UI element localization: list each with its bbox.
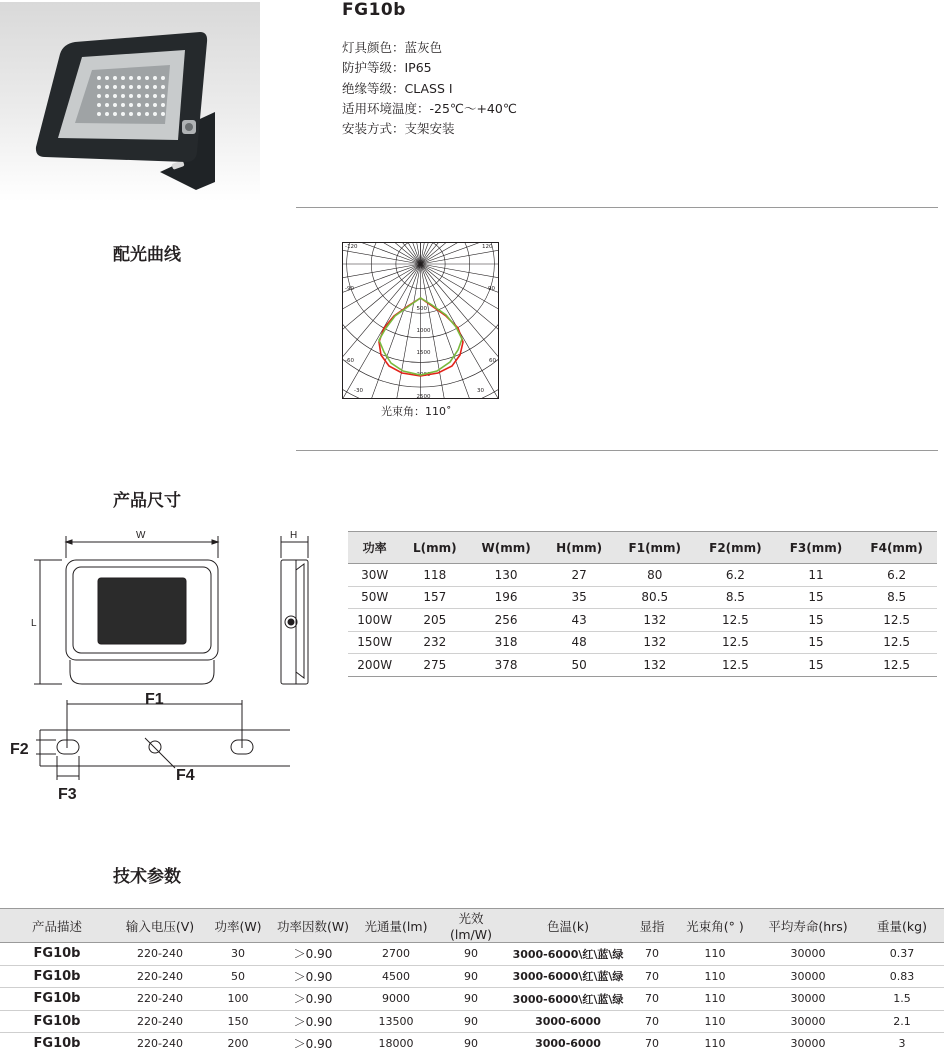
column-header: L(mm) (401, 532, 468, 564)
table-cell: 43 (544, 609, 615, 632)
polar-angle-label: 60 (489, 358, 496, 364)
dimension-drawing-svg (0, 518, 340, 808)
polar-chart-svg (342, 242, 499, 399)
table-cell: 90 (436, 988, 506, 1011)
dimension-table (348, 531, 937, 677)
column-header: 重量(kg) (860, 909, 944, 943)
polar-radial-label: 2500 (416, 394, 431, 399)
table-cell: 132 (614, 631, 695, 654)
table-cell: 30000 (756, 1033, 860, 1054)
column-header: F3(mm) (776, 532, 857, 564)
table-cell: 132 (614, 654, 695, 677)
column-header: 光效 (lm/W) (436, 909, 506, 943)
table-cell: 130 (468, 564, 544, 587)
table-cell: 15 (776, 631, 857, 654)
table-row (0, 988, 944, 1011)
label-f2: F2 (10, 741, 29, 758)
column-header: 功率因数(W) (270, 909, 356, 943)
table-cell: 2.1 (860, 1010, 944, 1033)
table-cell: 12.5 (695, 654, 776, 677)
table-cell: ＞0.90 (270, 1033, 356, 1054)
table-cell: 0.83 (860, 965, 944, 988)
table-cell: 220-240 (114, 1010, 206, 1033)
dimensions-heading: 产品尺寸 (113, 491, 181, 511)
table-cell: 150W (348, 631, 401, 654)
table-cell: 50 (206, 965, 270, 988)
table-cell: 3000-6000\红\蓝\绿 (506, 988, 630, 1011)
table-cell: 8.5 (695, 586, 776, 609)
column-header: H(mm) (544, 532, 615, 564)
polar-angle-label: -90 (345, 286, 354, 292)
polar-spoke (421, 264, 489, 399)
polar-spoke (352, 242, 420, 264)
divider (296, 450, 938, 451)
table-cell: 0.37 (860, 943, 944, 966)
table-cell: 15 (776, 654, 857, 677)
table-cell: 9000 (356, 988, 436, 1011)
tech-table-header (0, 909, 944, 943)
column-header: W(mm) (468, 532, 544, 564)
column-header: 色温(k) (506, 909, 630, 943)
polar-angle-label: -30 (354, 388, 363, 394)
table-cell: 27 (544, 564, 615, 587)
table-cell: 3000-6000 (506, 1010, 630, 1033)
spec-ip-rating: 防护等级：IP65 (342, 60, 432, 76)
table-cell: 18000 (356, 1033, 436, 1054)
table-cell: 220-240 (114, 988, 206, 1011)
table-cell: 50W (348, 586, 401, 609)
column-header: 输入电压(V) (114, 909, 206, 943)
label-w: W (136, 530, 146, 541)
tech-params-table (0, 908, 944, 1054)
label-h: H (290, 530, 298, 541)
table-cell: 30000 (756, 943, 860, 966)
table-cell: 70 (630, 943, 674, 966)
table-cell: 220-240 (114, 965, 206, 988)
table-row (348, 609, 937, 632)
column-header: 功率 (348, 532, 401, 564)
column-header: 产品描述 (0, 909, 114, 943)
table-cell: 3000-6000 (506, 1033, 630, 1054)
label-f4: F4 (176, 767, 195, 784)
table-row (348, 631, 937, 654)
table-cell: 12.5 (856, 654, 937, 677)
label-f3: F3 (58, 786, 77, 803)
table-row (0, 1033, 944, 1054)
table-cell: FG10b (0, 1033, 114, 1054)
table-cell: 11 (776, 564, 857, 587)
polar-radial-label: 1000 (416, 328, 431, 334)
table-cell: 118 (401, 564, 468, 587)
spec-list (342, 38, 517, 139)
table-cell: 30 (206, 943, 270, 966)
table-cell: 205 (401, 609, 468, 632)
light-curve-heading: 配光曲线 (113, 245, 181, 265)
table-cell: 100 (206, 988, 270, 1011)
table-cell: 48 (544, 631, 615, 654)
table-cell: ＞0.90 (270, 943, 356, 966)
beam-angle-caption: 光束角：110˚ (381, 405, 452, 418)
table-cell: 70 (630, 988, 674, 1011)
table-cell: 256 (468, 609, 544, 632)
table-cell: 13500 (356, 1010, 436, 1033)
model-title: FG10b (342, 0, 406, 20)
column-header: 功率(W) (206, 909, 270, 943)
table-cell: 110 (674, 965, 756, 988)
polar-angle-label: 30 (477, 388, 484, 394)
polar-spoke (352, 264, 420, 399)
dimension-drawing (0, 518, 340, 808)
product-photo (0, 2, 260, 202)
table-cell: 30000 (756, 988, 860, 1011)
table-cell: 12.5 (695, 631, 776, 654)
table-cell: FG10b (0, 988, 114, 1011)
table-cell: 15 (776, 609, 857, 632)
table-cell: 30W (348, 564, 401, 587)
dimension-table-header (348, 532, 937, 564)
table-cell: ＞0.90 (270, 988, 356, 1011)
table-cell: 12.5 (856, 631, 937, 654)
table-cell: 220-240 (114, 1033, 206, 1054)
table-cell: 35 (544, 586, 615, 609)
table-cell: 90 (436, 965, 506, 988)
table-row (348, 586, 937, 609)
divider (296, 207, 938, 208)
table-cell: 132 (614, 609, 695, 632)
table-cell: 70 (630, 965, 674, 988)
column-header: F4(mm) (856, 532, 937, 564)
table-cell: 4500 (356, 965, 436, 988)
polar-spoke (342, 264, 421, 364)
table-cell: 220-240 (114, 943, 206, 966)
table-cell: 12.5 (695, 609, 776, 632)
table-cell: 15 (776, 586, 857, 609)
table-cell: 6.2 (695, 564, 776, 587)
table-cell: 3 (860, 1033, 944, 1054)
table-cell: FG10b (0, 1010, 114, 1033)
polar-angle-label: -120 (345, 244, 358, 250)
table-cell: 196 (468, 586, 544, 609)
table-cell: 80.5 (614, 586, 695, 609)
table-cell: FG10b (0, 943, 114, 966)
label-f1: F1 (145, 691, 164, 708)
column-header: 光束角(° ) (674, 909, 756, 943)
table-cell: 110 (674, 988, 756, 1011)
polar-chart (342, 242, 499, 399)
table-cell: 90 (436, 1033, 506, 1054)
polar-angle-label: -60 (345, 358, 354, 364)
spec-color: 灯具颜色：蓝灰色 (342, 40, 443, 55)
table-row (348, 564, 937, 587)
table-cell: 6.2 (856, 564, 937, 587)
table-cell: FG10b (0, 965, 114, 988)
table-row (0, 965, 944, 988)
table-cell: 30000 (756, 965, 860, 988)
table-cell: 8.5 (856, 586, 937, 609)
tech-params-heading: 技术参数 (113, 867, 181, 887)
table-cell: 3000-6000\红\蓝\绿 (506, 943, 630, 966)
column-header: 光通量(lm) (356, 909, 436, 943)
table-cell: 200W (348, 654, 401, 677)
table-cell: 3000-6000\红\蓝\绿 (506, 965, 630, 988)
table-cell: 80 (614, 564, 695, 587)
polar-spoke (421, 242, 489, 264)
polar-radial-label: 1500 (416, 350, 431, 356)
polar-spoke (342, 264, 421, 393)
polar-spoke (421, 264, 500, 364)
polar-angle-label: 90 (488, 286, 495, 292)
table-cell: 90 (436, 1010, 506, 1033)
table-cell: 157 (401, 586, 468, 609)
table-cell: ＞0.90 (270, 1010, 356, 1033)
table-cell: 1.5 (860, 988, 944, 1011)
spec-temperature: 适用环境温度：-25℃～+40℃ (342, 100, 517, 116)
polar-radial-label: 2000 (416, 372, 431, 378)
floodlight-image (0, 2, 260, 202)
column-header: 平均寿命(hrs) (756, 909, 860, 943)
table-row (0, 1010, 944, 1033)
table-cell: 318 (468, 631, 544, 654)
table-cell: 150 (206, 1010, 270, 1033)
table-cell: 70 (630, 1010, 674, 1033)
table-row (348, 654, 937, 677)
table-cell: 90 (436, 943, 506, 966)
table-cell: 100W (348, 609, 401, 632)
table-cell: ＞0.90 (270, 965, 356, 988)
table-cell: 275 (401, 654, 468, 677)
table-cell: 12.5 (856, 609, 937, 632)
table-cell: 378 (468, 654, 544, 677)
table-cell: 50 (544, 654, 615, 677)
table-row (0, 943, 944, 966)
polar-angle-label: 120 (482, 244, 493, 250)
label-l: L (31, 618, 37, 629)
table-cell: 110 (674, 943, 756, 966)
column-header: F1(mm) (614, 532, 695, 564)
polar-radial-label: 500 (416, 306, 427, 312)
column-header: F2(mm) (695, 532, 776, 564)
spec-mounting: 安装方式：支架安装 (342, 121, 455, 137)
table-cell: 30000 (756, 1010, 860, 1033)
table-cell: 70 (630, 1033, 674, 1054)
table-cell: 110 (674, 1033, 756, 1054)
table-cell: 110 (674, 1010, 756, 1033)
table-cell: 200 (206, 1033, 270, 1054)
table-cell: 232 (401, 631, 468, 654)
column-header: 显指 (630, 909, 674, 943)
spec-insulation: 绝缘等级：CLASS Ⅰ (342, 80, 453, 96)
table-cell: 2700 (356, 943, 436, 966)
